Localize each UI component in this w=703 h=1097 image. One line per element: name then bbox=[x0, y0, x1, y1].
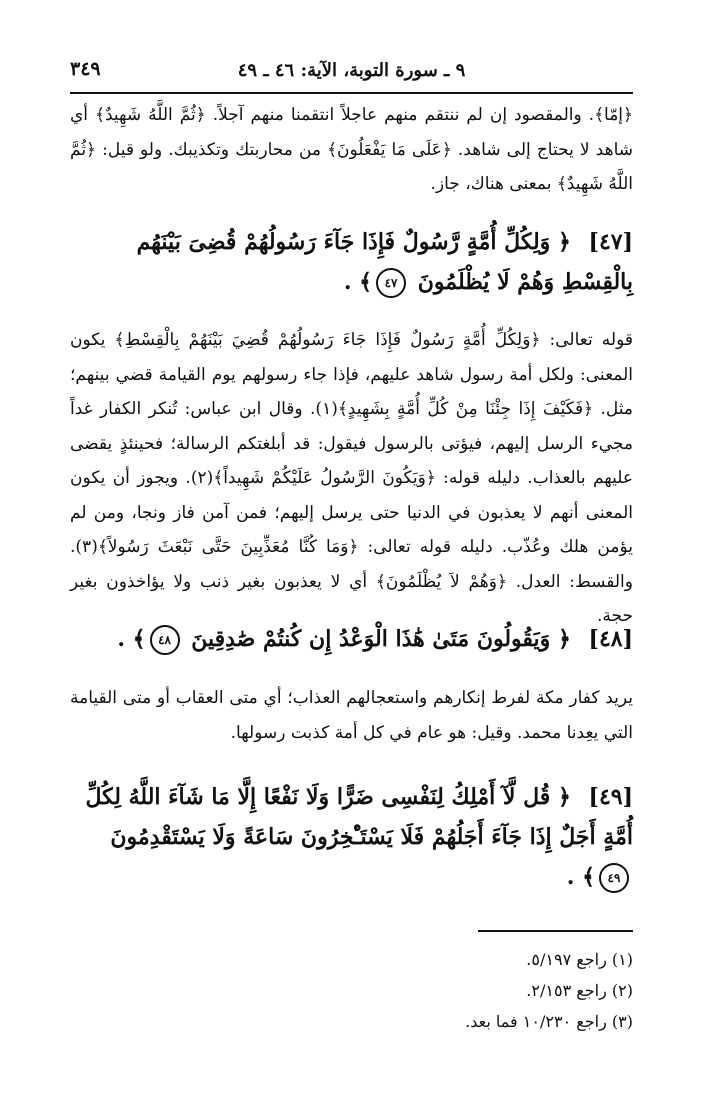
verse-close: ﴾ . bbox=[343, 269, 373, 295]
footnote-1: (١) راجع ٥/١٩٧. bbox=[526, 950, 633, 969]
verse-number: [٤٧] bbox=[588, 229, 633, 255]
verse-number: [٤٩] bbox=[588, 784, 633, 810]
verse-48 bbox=[70, 619, 633, 659]
paragraph-intro: ﴿إمّا﴾. والمقصود إن لم ننتقم منهم عاجلاً انتقمنا منهم آجلاً. ﴿ثُمَّ اللَّهُ شَهِيدٌ﴾ أي شاهد لا يحتاج إلى شاهد. ﴿عَلَى مَا يَفْعَلُونَ﴾ من محاربتك وتكذيبك. ولو قيل: ﴿ثُمَّ اللَّهُ شَهِيدٌ﴾ بمعنى هناك، جاز. bbox=[70, 105, 633, 194]
page-number: ٣٤٩ bbox=[70, 58, 101, 80]
verse-text: ﴿ قُل لَّآ أَمْلِكُ لِنَفْسِى ضَرًّا وَلَا نَفْعًا إِلَّا مَا شَآءَ اللَّهُ لِكُلِّ أُمَّةٍ أَجَلٌ إِذَا جَآءَ أَجَلُهُمْ فَلَا يَسْتَـْٔخِرُونَ سَاعَةً وَلَا يَسْتَقْدِمُونَ bbox=[85, 784, 633, 850]
footnote-3: (٣) راجع ١٠/٢٣٠ فما بعد. bbox=[465, 1012, 633, 1031]
footnote-divider bbox=[478, 930, 633, 932]
verse-text: ﴿ وَلِكُلِّ أُمَّةٍ رَّسُولٌ فَإِذَا جَآءَ رَسُولُهُمْ قُضِىَ بَيْنَهُم بِالْقِسْطِ وَهُمْ لَا يُظْلَمُونَ bbox=[136, 229, 633, 295]
footnote-2: (٢) راجع ٢/١٥٣. bbox=[526, 981, 633, 1000]
verse-47 bbox=[70, 222, 633, 302]
page-header bbox=[70, 58, 633, 94]
ayah-end-marker: ٤٩ bbox=[599, 863, 629, 893]
verse-number: [٤٨] bbox=[588, 626, 633, 652]
running-title: ٩ ـ سورة التوبة، الآية: ٤٦ ـ ٤٩ bbox=[237, 60, 466, 81]
verse-close: ﴾ . bbox=[566, 864, 595, 890]
footnotes bbox=[250, 944, 633, 1037]
ayah-end-marker: ٤٧ bbox=[376, 268, 406, 298]
paragraph-tafsir-47: قوله تعالى: ﴿وَلِكُلِّ أُمَّةٍ رَسُولٌ فَإِذَا جَاءَ رَسُولُهُمْ قُضِيَ بَيْنَهُمْ بِالْقِسْطِ﴾ يكون المعنى: ولكل أمة رسول شاهد عليهم، فإذا جاء رسولهم يوم القيامة قضي بينهم؛ مثل. ﴿فَكَيْفَ إِذَا جِئْنَا مِنْ كُلِّ أُمَّةٍ بِشَهِيدٍ﴾(١). وقال ابن عباس: تُنكر الكفار غداً مجيء الرسل إليهم، فيؤتى بالرسول فيقول: قد أبلغتكم الرسالة؛ فحينئذٍ يقضى عليهم بالعذاب. دليله قوله: ﴿وَيَكُونَ الرَّسُولُ عَلَيْكُمْ شَهِيداً﴾(٢). ويجوز أن يكون المعنى أنهم لا يعذبون في الدنيا حتى يرسل إليهم؛ فمن آمن فاز ونجا، ومن لم يؤمن هلك وعُذّب. دليله قوله تعالى: ﴿وَمَا كُنَّا مُعَذِّبِينَ حَتَّى نَبْعَثَ رَسُولاً﴾(٣). والقسط: العدل. ﴿وَهُمْ لاَ يُظْلَمُونَ﴾ أي لا يعذبون بغير ذنب ولا يؤاخذون بغير حجة. bbox=[70, 330, 633, 626]
verse-close: ﴾ . bbox=[117, 626, 146, 652]
verse-49 bbox=[70, 777, 633, 897]
ayah-end-marker: ٤٨ bbox=[150, 625, 180, 655]
paragraph-tafsir-48: يريد كفار مكة لفرط إنكارهم واستعجالهم العذاب؛ أي متى العقاب أو متى القيامة التي يعِدنا محمد. وقيل: هو عام في كل أمة كذبت رسولها. bbox=[70, 688, 633, 743]
verse-text: ﴿ وَيَقُولُونَ مَتَىٰ هَٰذَا الْوَعْدُ إِن كُنتُمْ صَٰدِقِينَ bbox=[191, 626, 571, 652]
